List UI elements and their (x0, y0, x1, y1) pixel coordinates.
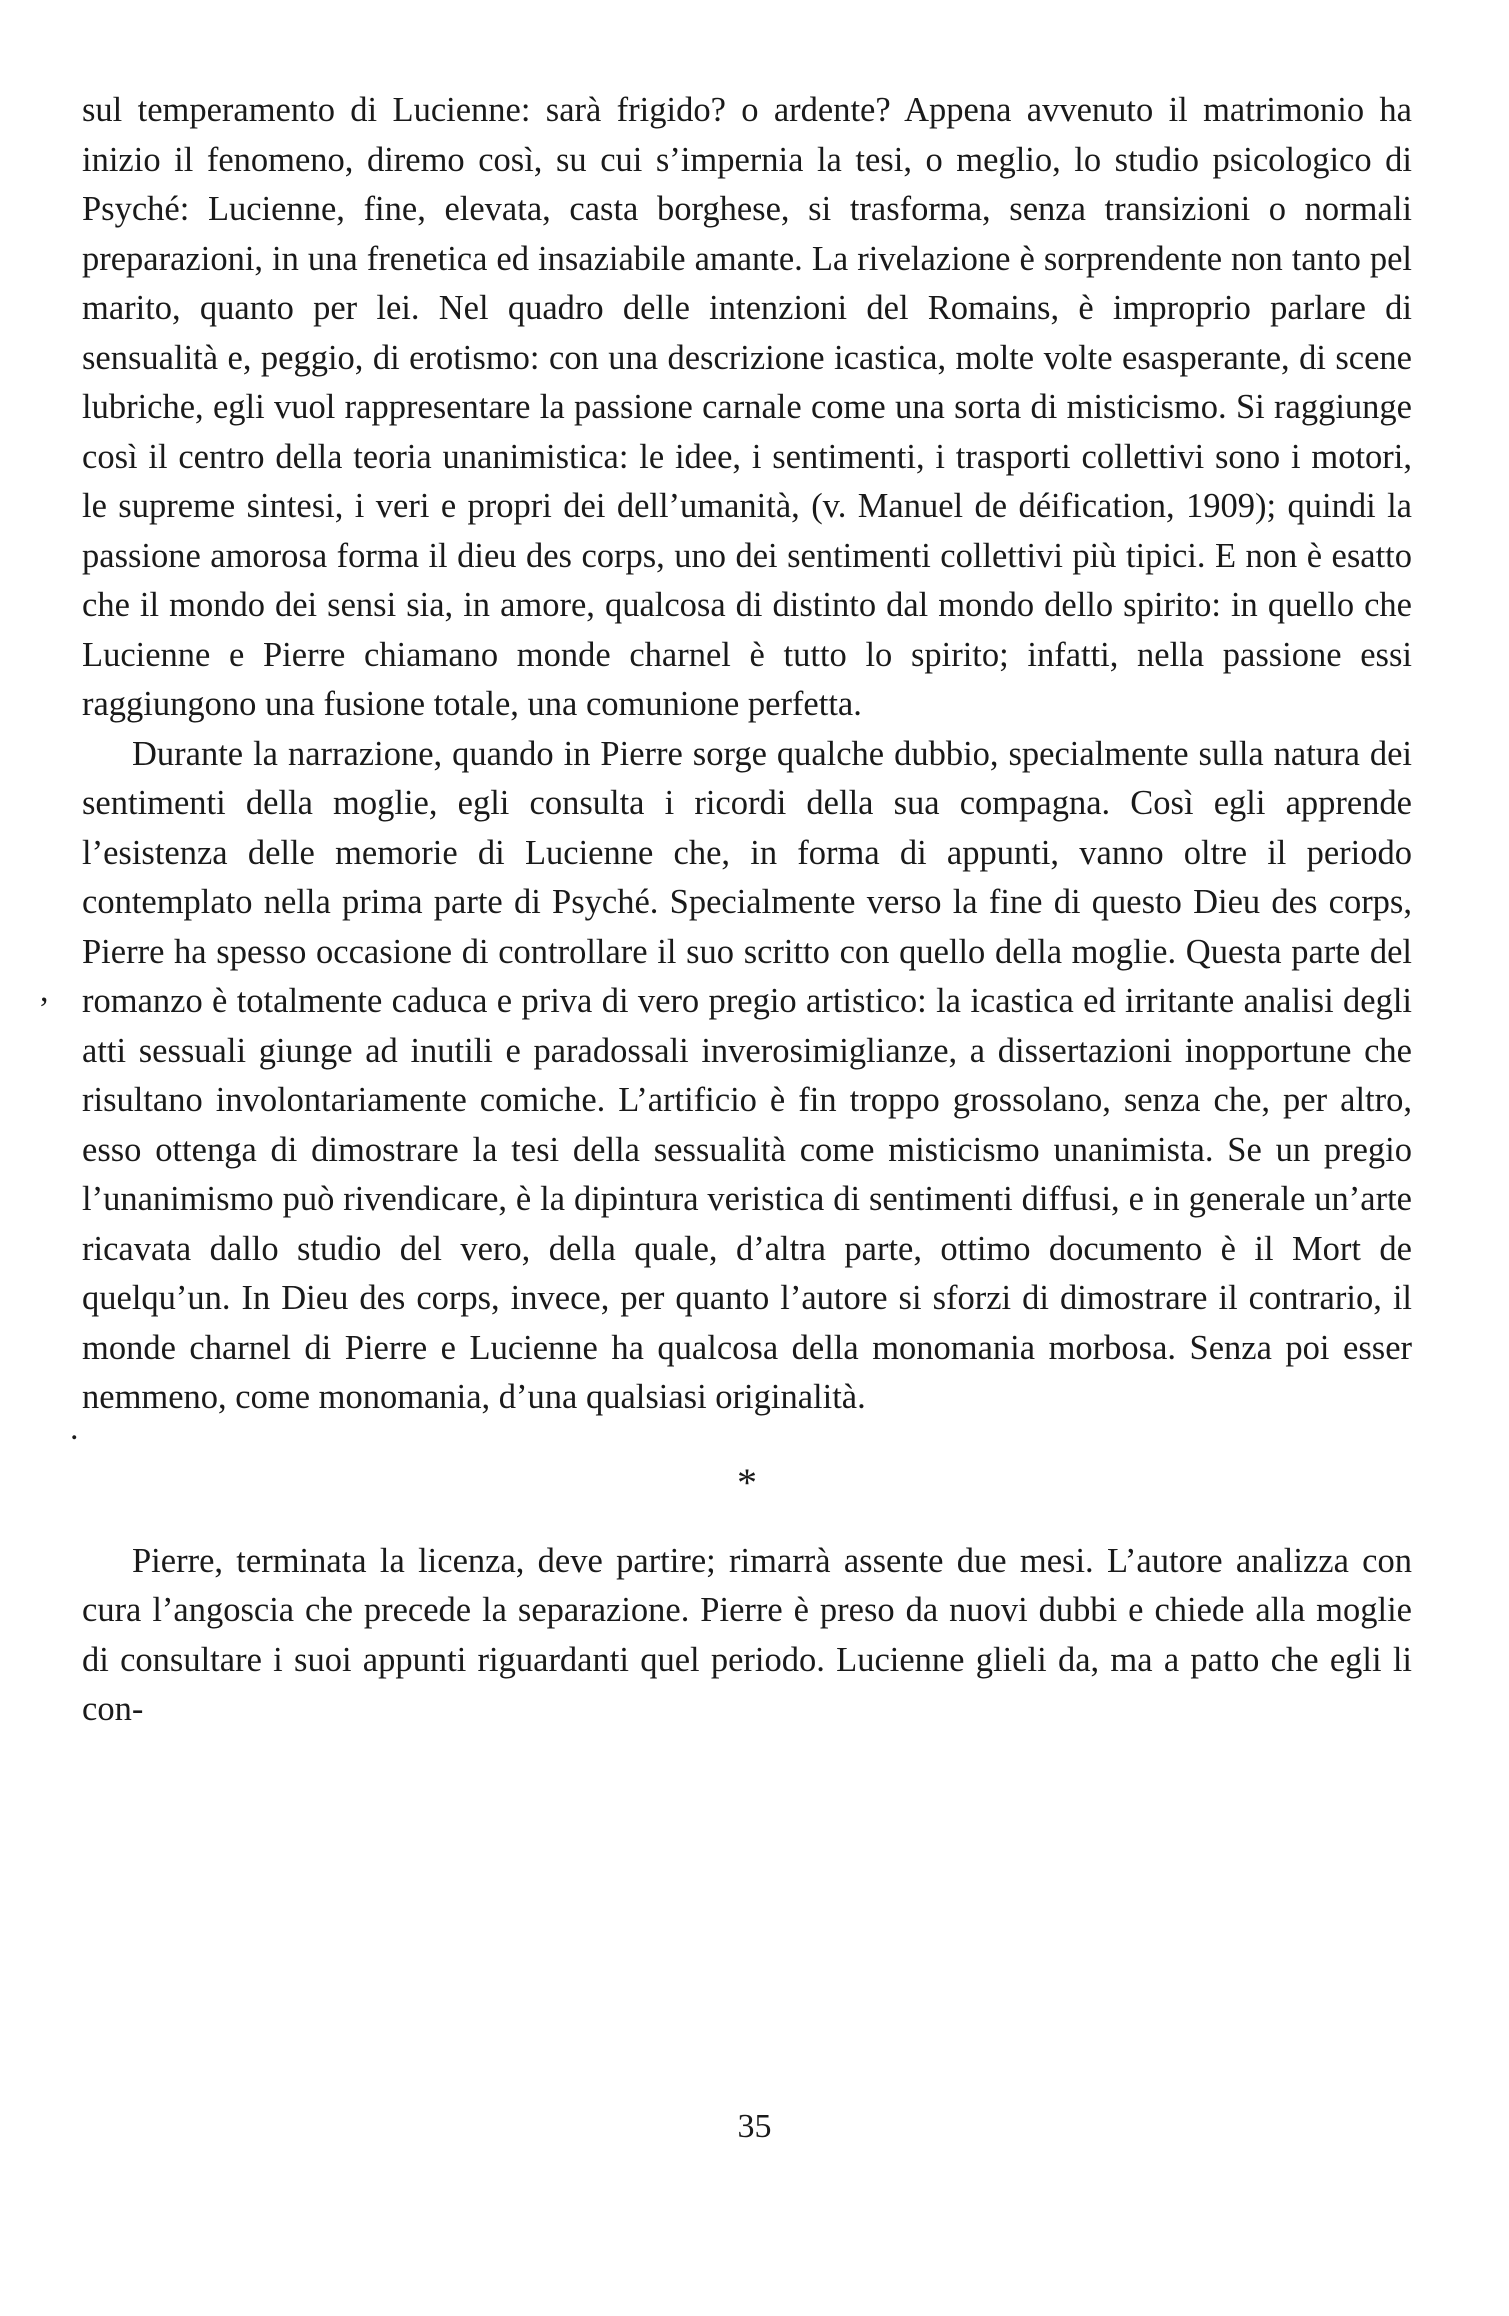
paragraph-narration: Durante la narrazione, quando in Pierre sorge qualche dubbio, specialmente sulla natura dei sentimenti della moglie, egli consulta i ricordi della sua compagna. Così egli apprende l’esistenza delle memorie di Lucienne che, in forma di appunti, vanno oltre il periodo contemplato nella prima parte di Psyché. Specialmente verso la fine di questo Dieu des corps, Pierre ha spesso occasione di controllare il suo scritto con quello della moglie. Questa parte del romanzo è totalmente caduca e priva di vero pregio artistico: la icastica ed irritante analisi degli atti sessuali giunge ad inutili e paradossali inverosimiglianze, a dissertazioni inopportune che risultano involontariamente comiche. L’artificio è fin troppo grossolano, senza che, per altro, esso ottenga di dimostrare la tesi della sessualità come misticismo unanimista. Se un pregio l’unanimismo può rivendicare, è la dipintura veristica di sentimenti diffusi, e in generale un’arte ricavata dallo studio del vero, della quale, d’altra parte, ottimo documento è il Mort de quelqu’un. In Dieu des corps, invece, per quanto l’autore si sforzi di dimostrare il contrario, il monde charnel di Pierre e Lucienne ha qualcosa della monomania morbosa. Senza poi esser nemmeno, come monomania, d’una qualsiasi originalità. (82, 734, 1412, 1416)
body-text (82, 86, 1412, 1735)
margin-mark: . (70, 1410, 79, 1447)
section-separator: * (737, 1459, 757, 1505)
page-number: 35 (737, 2108, 772, 2145)
paragraph-departure: Pierre, terminata la licenza, deve partire; rimarrà assente due mesi. L’autore analizza con cura l’angoscia che precede la separazione. Pierre è preso da nuovi dubbi e chiede alla moglie di consultare i suoi appunti riguardanti quel periodo. Lucienne glieli da, ma a patto che egli li con- (82, 1541, 1412, 1728)
margin-mark: , (40, 972, 49, 1009)
paragraph-continued: sul temperamento di Lucienne: sarà frigido? o ardente? Appena avvenuto il matrimonio ha inizio il fenomeno, diremo così, su cui s’impernia la tesi, o meglio, lo studio psicologico di Psyché: Lucienne, fine, elevata, casta borghese, si trasforma, senza transizioni o normali preparazioni, in una frenetica ed insaziabile amante. La rivelazione è sorprendente non tanto pel marito, quanto per lei. Nel quadro delle intenzioni del Romains, è improprio parlare di sensualità e, peggio, di erotismo: con una descrizione icastica, molte volte esasperante, di scene lubriche, egli vuol rappresentare la passione carnale come una sorta di misticismo. Si raggiunge così il centro della teoria unanimistica: le idee, i sentimenti, i trasporti collettivi sono i motori, le supreme sintesi, i veri e propri dei dell’umanità, (v. Manuel de déification, 1909); quindi la passione amorosa forma il dieu des corps, uno dei sentimenti collettivi più tipici. E non è esatto che il mondo dei sensi sia, in amore, qualcosa di distinto dal mondo dello spirito: in quello che Lucienne e Pierre chiamano monde charnel è tutto lo spirito; infatti, nella passione essi raggiungono una fusione totale, una comunione perfetta. (82, 91, 1412, 723)
